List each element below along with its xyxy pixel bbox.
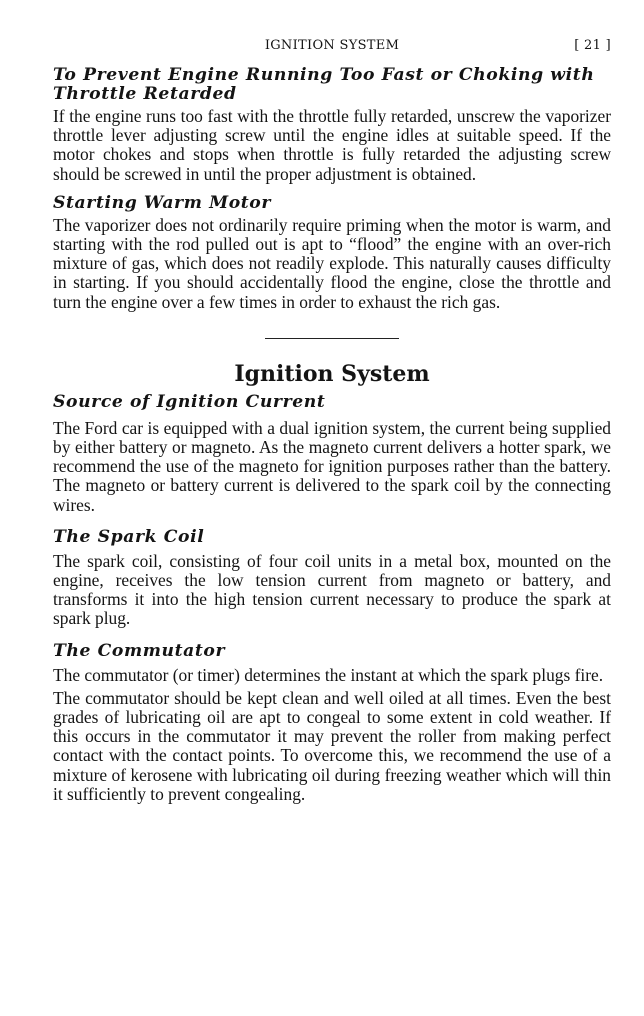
section-heading: To Prevent Engine Running Too Fast or Choking with Throttle Retarded (53, 65, 595, 104)
paragraph: The vaporizer does not ordinarily require priming when the motor is warm, and starting with the rod pulled out is apt to “flood” the engine with an over-rich mixture of gas, which does not readily explode. This naturally causes difficulty in starting. If you should accidentally flood the engine, close the throttle and turn the engine over a few times in order to exhaust the rich gas. (53, 214, 611, 312)
paragraph: The spark coil, consisting of four coil units in a metal box, mounted on the engine, receives the low tension current from magneto or battery, and transforms it into the high tension current necessary to produce the spark at spark plug. (53, 550, 611, 629)
section-heading: The Commutator (53, 640, 226, 661)
section-starting-warm-motor (53, 194, 611, 312)
section-commutator (53, 642, 611, 804)
running-head-title: IGNITION SYSTEM (264, 38, 400, 53)
chapter-title: Ignition System (234, 360, 430, 387)
section-spark-coil (53, 528, 611, 629)
running-head (53, 36, 611, 56)
paragraph: The Ford car is equipped with a dual ignition system, the current being supplied by either battery or magneto. As the magneto current delivers a hotter spark, we recommend the use of the magneto for ignition purposes rather than the battery. The magneto or battery current is delivered to the spark coil by the connecting wires. (53, 417, 611, 515)
section-source-of-ignition-current (53, 393, 611, 515)
section-heading: The Spark Coil (53, 526, 205, 547)
page-number: [ 21 ] (574, 38, 611, 53)
paragraph: The commutator (or timer) determines the instant at which the spark plugs fire. (53, 664, 604, 685)
section-heading: Starting Warm Motor (53, 192, 272, 213)
section-prevent-engine-running-fast (53, 66, 611, 184)
section-heading: Source of Ignition Current (53, 391, 326, 412)
book-page (53, 36, 611, 804)
paragraph: The commutator should be kept clean and well oiled at all times. Even the best grades of lubricating oil are apt to congeal to some extent in cold weather. If this occurs in the commutator it may prevent the roller from making perfect contact with the contact points. To overcome this, we recommend the use of a mixture of kerosene with lubricating oil during freezing weather which will thin it sufficiently to prevent congealing. (53, 687, 611, 804)
paragraph: If the engine runs too fast with the throttle fully retarded, unscrew the vaporizer throttle lever adjusting screw until the engine idles at suitable speed. If the motor chokes and stops when throttle is fully retarded the adjusting screw should be screwed in until the proper adjustment is obtained. (53, 106, 611, 184)
